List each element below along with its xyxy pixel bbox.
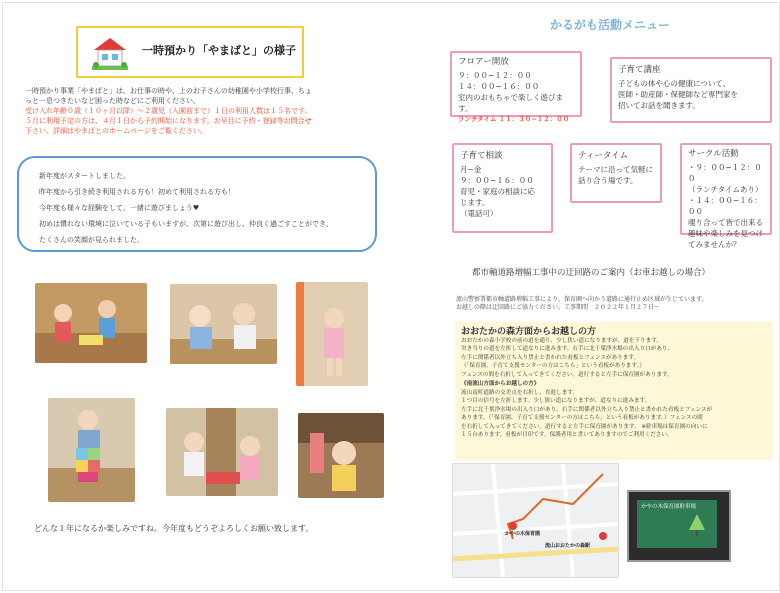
- card-line: 趣味や楽しみを見つけ: [688, 229, 763, 238]
- route-line: あります。（「保育園、子育て支援センターの方はこちら」という看板があります。）フェンスの間: [461, 415, 703, 422]
- consultation-card: [452, 143, 553, 233]
- card-heading: サークル活動: [688, 149, 739, 159]
- photo-smiling-child: [298, 413, 384, 498]
- route-line: （「保育園、子育て支援センターの方はこちら」という看板があります。）: [461, 363, 645, 370]
- map-label-nursery: かやの木保育園: [505, 531, 541, 537]
- route-line: １５台あります。看板が目印です。保護者用と書いてありますのでご利用ください。: [461, 432, 673, 439]
- intro-red-line: 受け入れ年齢０歳（１０ヶ月以降）～２歳児（入園前まで）１日の利用人数は１５名です。: [25, 107, 312, 115]
- map-label-station: 流山おおたかの森駅: [545, 543, 591, 549]
- route-note-line: 流山警察署都市軸道路増幅工事により、保育園へ向かう道路に通行止め区域が生じています。: [456, 296, 708, 303]
- circle-activity-card: [680, 143, 772, 249]
- floor-open-card: [450, 51, 582, 123]
- card-line: （ランチタイムあり）: [688, 185, 763, 194]
- route-subheading-otakanomori: おおたかの森方面からお越しの方: [461, 327, 597, 337]
- card-heading: ティータイム: [578, 151, 629, 161]
- route-note-line: お越しの際は迂回路にご協力ください。工事期間 ２０２２年１月２７日～: [456, 304, 661, 311]
- route-line: フェンスの間を右折して入ってきてください。道行すると左手に保育園があります。: [461, 371, 673, 378]
- card-heading: 子育て講座: [618, 65, 661, 75]
- card-line: ・１４：００~１６：００: [688, 196, 762, 216]
- card-line: １４：００~１６：００: [458, 82, 540, 91]
- card-line: ９：００~１６：００: [460, 176, 534, 185]
- route-directions: [455, 322, 773, 460]
- intro-red-line: 下さい。詳細はやまばとのホームページをご覧ください。: [25, 127, 207, 135]
- photo-girl-standing: [296, 282, 368, 386]
- route-map: [452, 463, 619, 578]
- card-line: ・９：００~１２：００: [688, 163, 762, 183]
- left-page-title: 一時預かり「やまばと」の様子: [142, 44, 296, 57]
- card-heading: フロアー開放: [458, 57, 509, 67]
- card-line: ９：００~１２：００: [458, 71, 532, 80]
- intro-red-line: ５月に利用予定の方は、４月１日から予約開始になります。お早目に予約・登録等お問合せ: [25, 117, 312, 125]
- photo-two-toddlers: [170, 284, 277, 364]
- bubble-line: 初めは慣れない環境に泣いている子もいますが、次第に遊び出し、仲良く過ごすことができ、: [39, 220, 333, 228]
- menu-title: かるがも活動メニュー: [550, 18, 671, 32]
- left-title-box: [76, 26, 304, 78]
- route-line: 左手に北千葉浄水場の出入り口があり、右手に関係者以外立ち入り禁止と書かれた看板とフェンスが: [461, 406, 713, 413]
- route-subheading-minaminagareyama: 《南流山方面からお越しの方》: [461, 381, 540, 387]
- card-line: 育児・家庭の相談に応: [460, 187, 535, 196]
- card-line: 子どもの体や心の健康について、: [618, 79, 731, 88]
- card-line: 室内のおもちゃで楽しく遊びます。: [458, 93, 563, 113]
- route-text-otakanomori: [461, 337, 767, 379]
- sign-text: かやの木保育園駐車場: [641, 504, 697, 510]
- lunch-time-text: ランチタイム １１：３０~１２：００: [458, 115, 570, 123]
- intro-line: っと一息つきたいなど困った時などにご利用ください。: [25, 97, 200, 105]
- intro-text: [25, 86, 385, 136]
- photo-children-table: [166, 408, 278, 496]
- parking-sign: [637, 500, 717, 548]
- card-line: 月~金: [460, 165, 482, 174]
- route-line: １つ目の信号を左折します。少し狭い道になりますが、道なりに進みます。: [461, 398, 651, 405]
- photo-children-playing: [35, 283, 147, 363]
- card-line: 招いてお話を聞きます。: [618, 101, 700, 110]
- card-line: （電話可）: [460, 209, 498, 218]
- intro-line: 一時預かり事業「やまばと」は、お仕事の時や、上のお子さんの幼稚園や小学校行事、ちょ: [25, 87, 312, 95]
- route-line: 左手に関係者以外立ち入り禁止と書かれた看板とフェンスがあります。: [461, 354, 640, 361]
- card-line: テーマに沿って気軽に: [578, 165, 653, 174]
- photo-boy-blocks: [48, 398, 135, 502]
- bubble-line: 今年度も様々な経験をして、一緒に遊びましょう♥: [39, 204, 200, 212]
- card-line: てみませんか？: [688, 240, 741, 249]
- route-note: [456, 296, 756, 312]
- card-line: 話り合う場です。: [578, 176, 638, 185]
- route-text-minaminagareyama: [461, 389, 767, 439]
- card-heading: 子育て相談: [460, 151, 503, 161]
- bubble-line: 昨年度から引き続き利用される方も！初めて利用される方も！: [39, 188, 235, 196]
- card-line: じます。: [460, 198, 490, 207]
- message-bubble: [17, 156, 377, 252]
- parking-sign-photo: [627, 490, 731, 562]
- tea-time-card: [570, 143, 662, 203]
- route-line: を右折して入ってきてください。道行すると左手に保育園があります。 ※駐車場は保育園の向いに: [461, 423, 708, 430]
- bubble-line: 新年度がスタートしました。: [39, 172, 130, 180]
- bubble-line: たくさんの笑顔が見られました。: [39, 236, 144, 244]
- house-icon: [92, 36, 128, 70]
- closing-text: どんな１年になるか楽しみですね。今年度もどうぞよろしくお願い致します。: [34, 524, 314, 533]
- route-title: 都市軸道路増幅工事中の迂回路のご案内（お車お越しの場合）: [472, 268, 711, 278]
- route-line: 突き当りの道を左折して道なりに進みます。右手に北千葉浄水場の出入り口があり、: [461, 346, 674, 353]
- card-line: 医師・助産師・保健師など専門家を: [618, 90, 738, 99]
- route-line: おおたかの森小学校の前の道を通り、少し狭い道になりますが、道を下ります。: [461, 338, 662, 344]
- parenting-course-card: [610, 57, 772, 123]
- card-line: 覗り合って皆で出来る: [688, 218, 763, 227]
- route-line: 流山南町道路の交差点を右折し、直進します。: [461, 390, 579, 396]
